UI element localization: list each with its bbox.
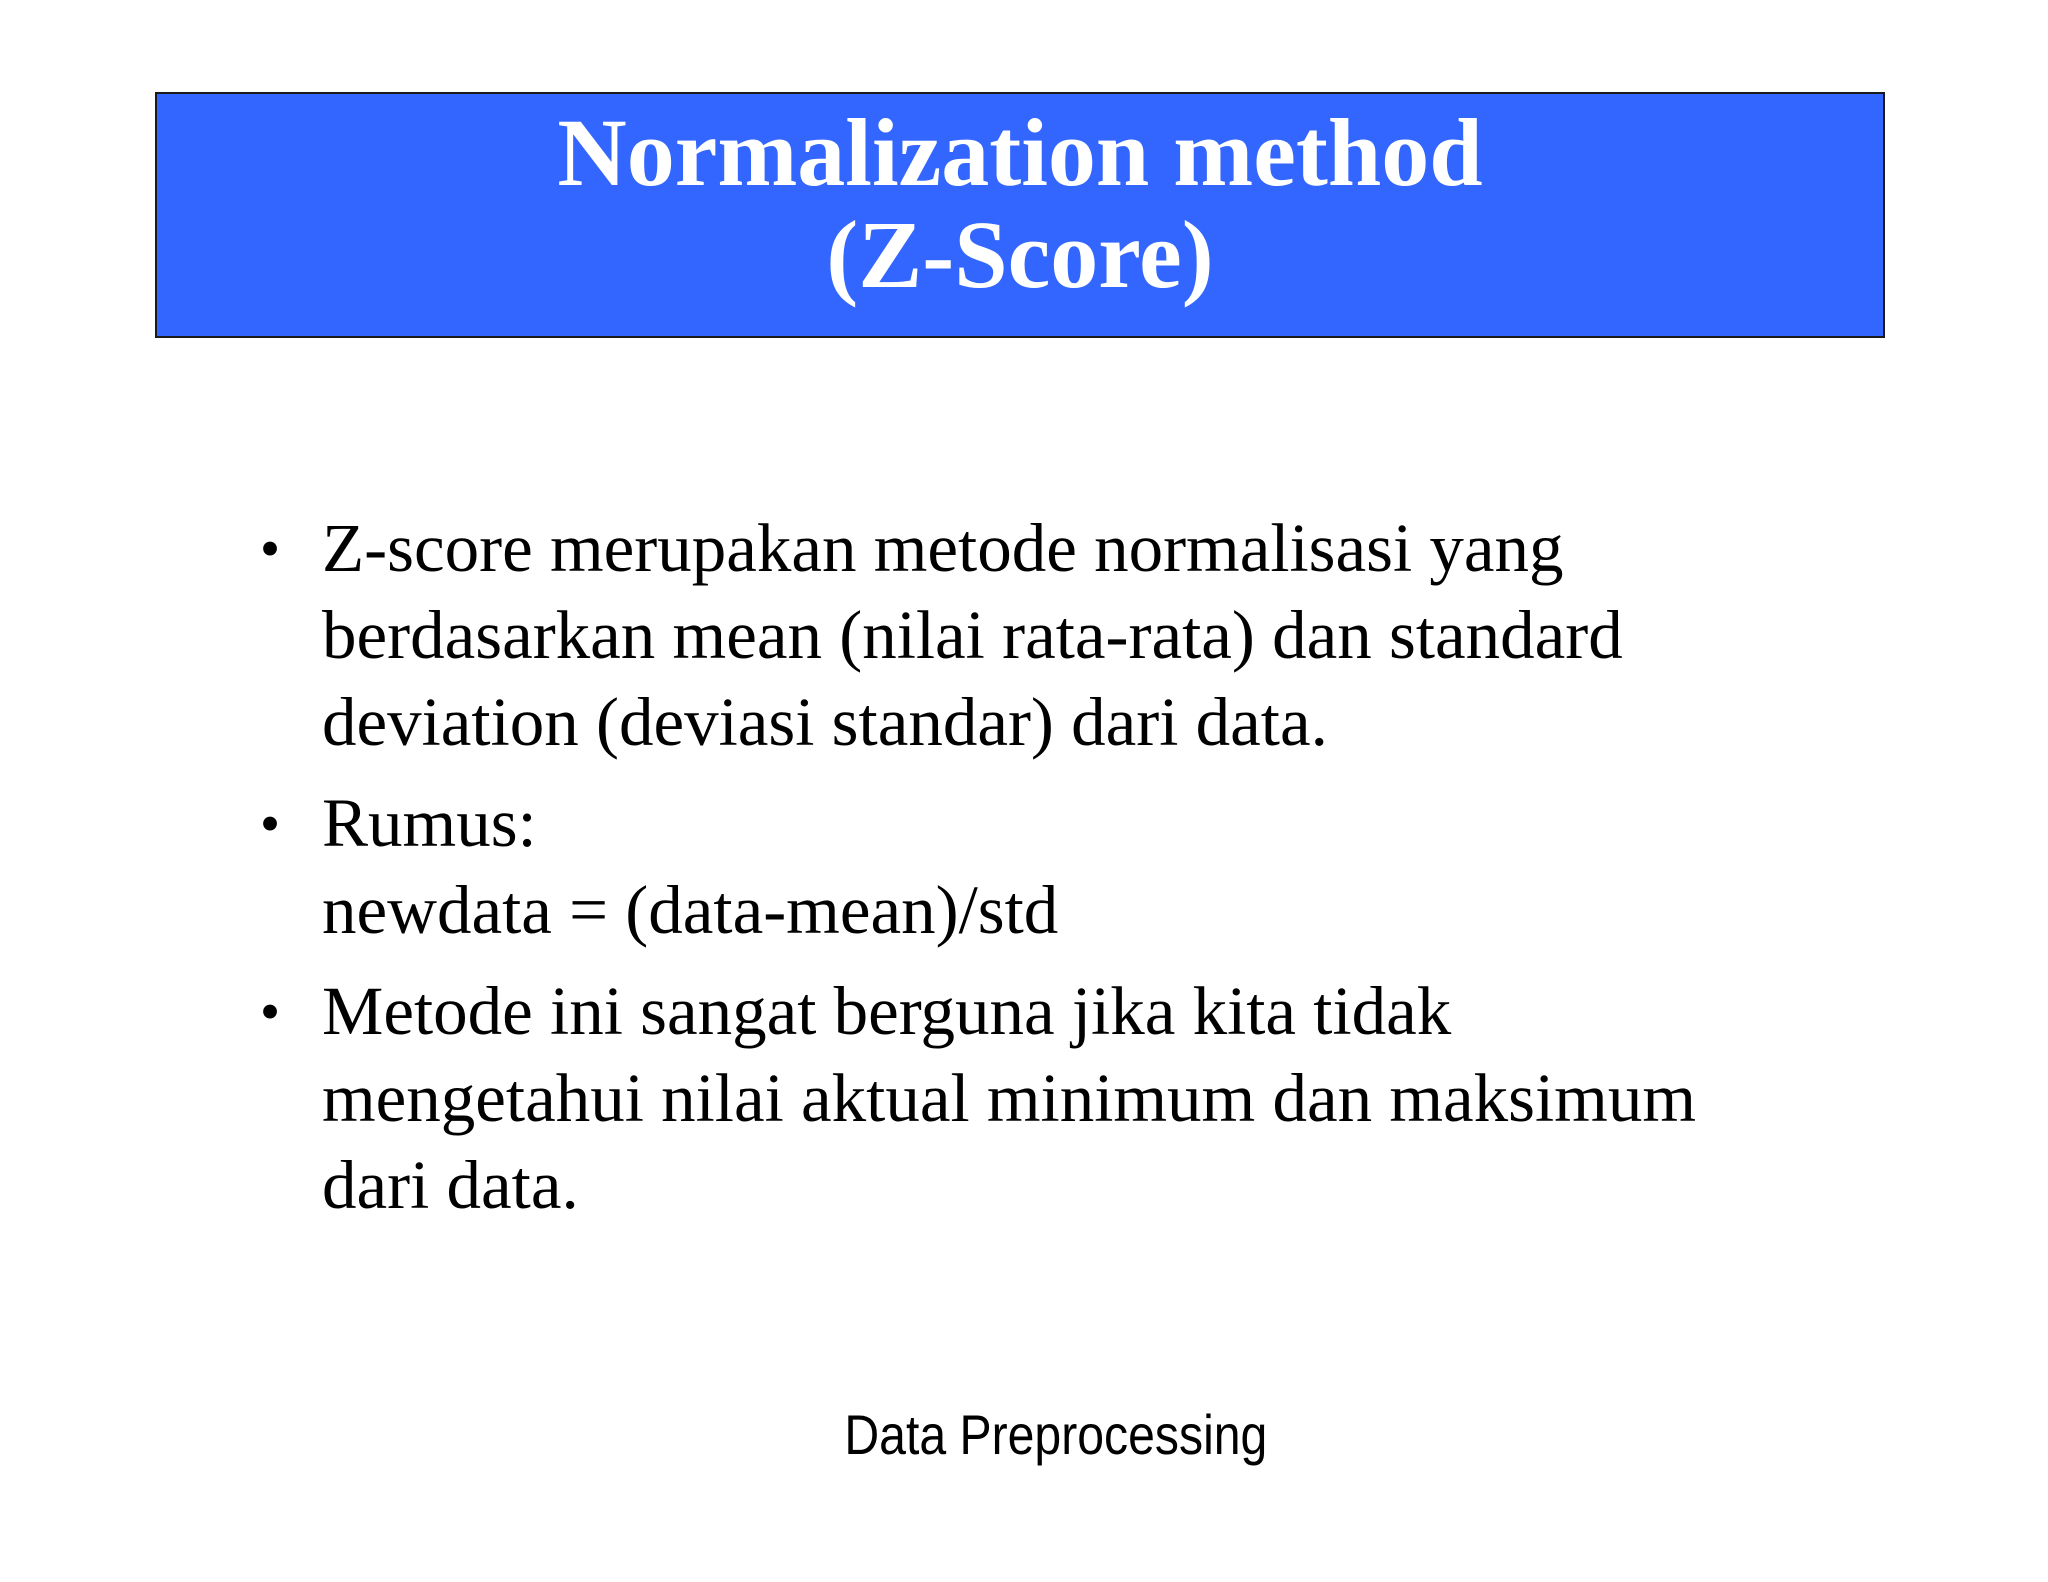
bullet-text-line: Z-score merupakan metode normalisasi yang — [322, 510, 1564, 586]
bullet-item-zscore-definition — [250, 505, 1810, 766]
slide-title-line-2: (Z-Score) — [826, 201, 1214, 308]
bullet-text-line: Rumus: — [322, 785, 537, 861]
bullet-text-line: berdasarkan mean (nilai rata-rata) dan standard — [322, 597, 1623, 673]
slide-footer — [148, 1400, 1909, 1470]
bullet-text-line: deviation (deviasi standar) dari data. — [322, 684, 1328, 760]
formula-text: newdata = (data-mean)/std — [322, 872, 1059, 948]
bullet-dot-icon: • — [259, 516, 281, 581]
bullet-dot-icon: • — [259, 979, 281, 1044]
bullet-item-formula — [250, 780, 1810, 954]
slide-title-line-1: Normalization method — [557, 99, 1483, 206]
bullet-text-line: Metode ini sangat berguna jika kita tidak — [322, 973, 1452, 1049]
bullet-text-line: mengetahui nilai aktual minimum dan maksimum — [322, 1060, 1697, 1136]
slide-title-banner — [155, 92, 1885, 338]
bullet-item-usefulness — [250, 968, 1810, 1229]
bullet-text-line: dari data. — [322, 1147, 579, 1223]
bullet-list — [250, 505, 1810, 1243]
bullet-dot-icon: • — [259, 791, 281, 856]
footer-text: Data Preprocessing — [844, 1403, 1268, 1466]
